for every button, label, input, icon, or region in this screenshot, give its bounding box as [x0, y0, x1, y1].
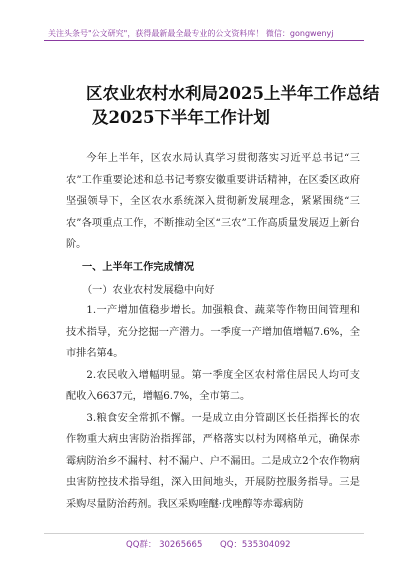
item-paragraph-3: 3.粮食安全常抓不懈。一是成立由分管副区长任指挥长的农作物重大病虫害防治指挥部，严格落实以村为网格单元，确保赤霉病防治乡不漏村、村不漏户、户不漏田。二是成立2个农作物病虫害防控技术指导组，深入田间地头，开展防控服务指导。三是采购尽量防治药剂。我区采购喹醚·戊唑醇等赤霉病防: [66, 412, 360, 510]
title-line-2: 及2025下半年工作计划: [92, 108, 270, 127]
intro-block: [66, 148, 360, 256]
footer-divider: [44, 533, 364, 534]
item-paragraph-2: 2.农民收入增幅明显。第一季度全区农村常住居民人均可支配收入6637元，增幅6.7%，全市第二。: [66, 369, 360, 402]
header-banner: 关注头条号"公文研究"，获得最新最全最专业的公文资料库！ 微信：gongwenyj: [48, 29, 334, 38]
document-title: [76, 82, 380, 130]
footer-qq-group: QQ群： 30265665: [126, 540, 203, 550]
intro-paragraph: 今年上半年，区农水局认真学习贯彻落实习近平总书记“三农”工作重要论述和总书记考察安徽重要讲话精神，在区委区政府坚强领导下，全区农水系统深入贯彻新发展理念，紧紧围绕“三农”各项重点工作，不断推动全区“三农”工作高质量发展迈上新台阶。: [66, 153, 360, 250]
subsection-heading: （一）农业农村发展稳中向好: [82, 285, 215, 296]
footer-qq-contact: QQ：535304092: [220, 540, 291, 550]
items-block: [66, 300, 360, 515]
section-heading: 一、上半年工作完成情况: [82, 262, 195, 273]
title-line-1: 区农业农村水利局2025上半年工作总结: [86, 84, 380, 103]
item-paragraph-1: 1.一产增加值稳步增长。加强粮食、蔬菜等作物田间管理和技术指导，充分挖掘一产潜力。一季度一产增加值增幅7.6%，全市排名第4。: [66, 305, 360, 359]
header-divider: [44, 40, 364, 41]
